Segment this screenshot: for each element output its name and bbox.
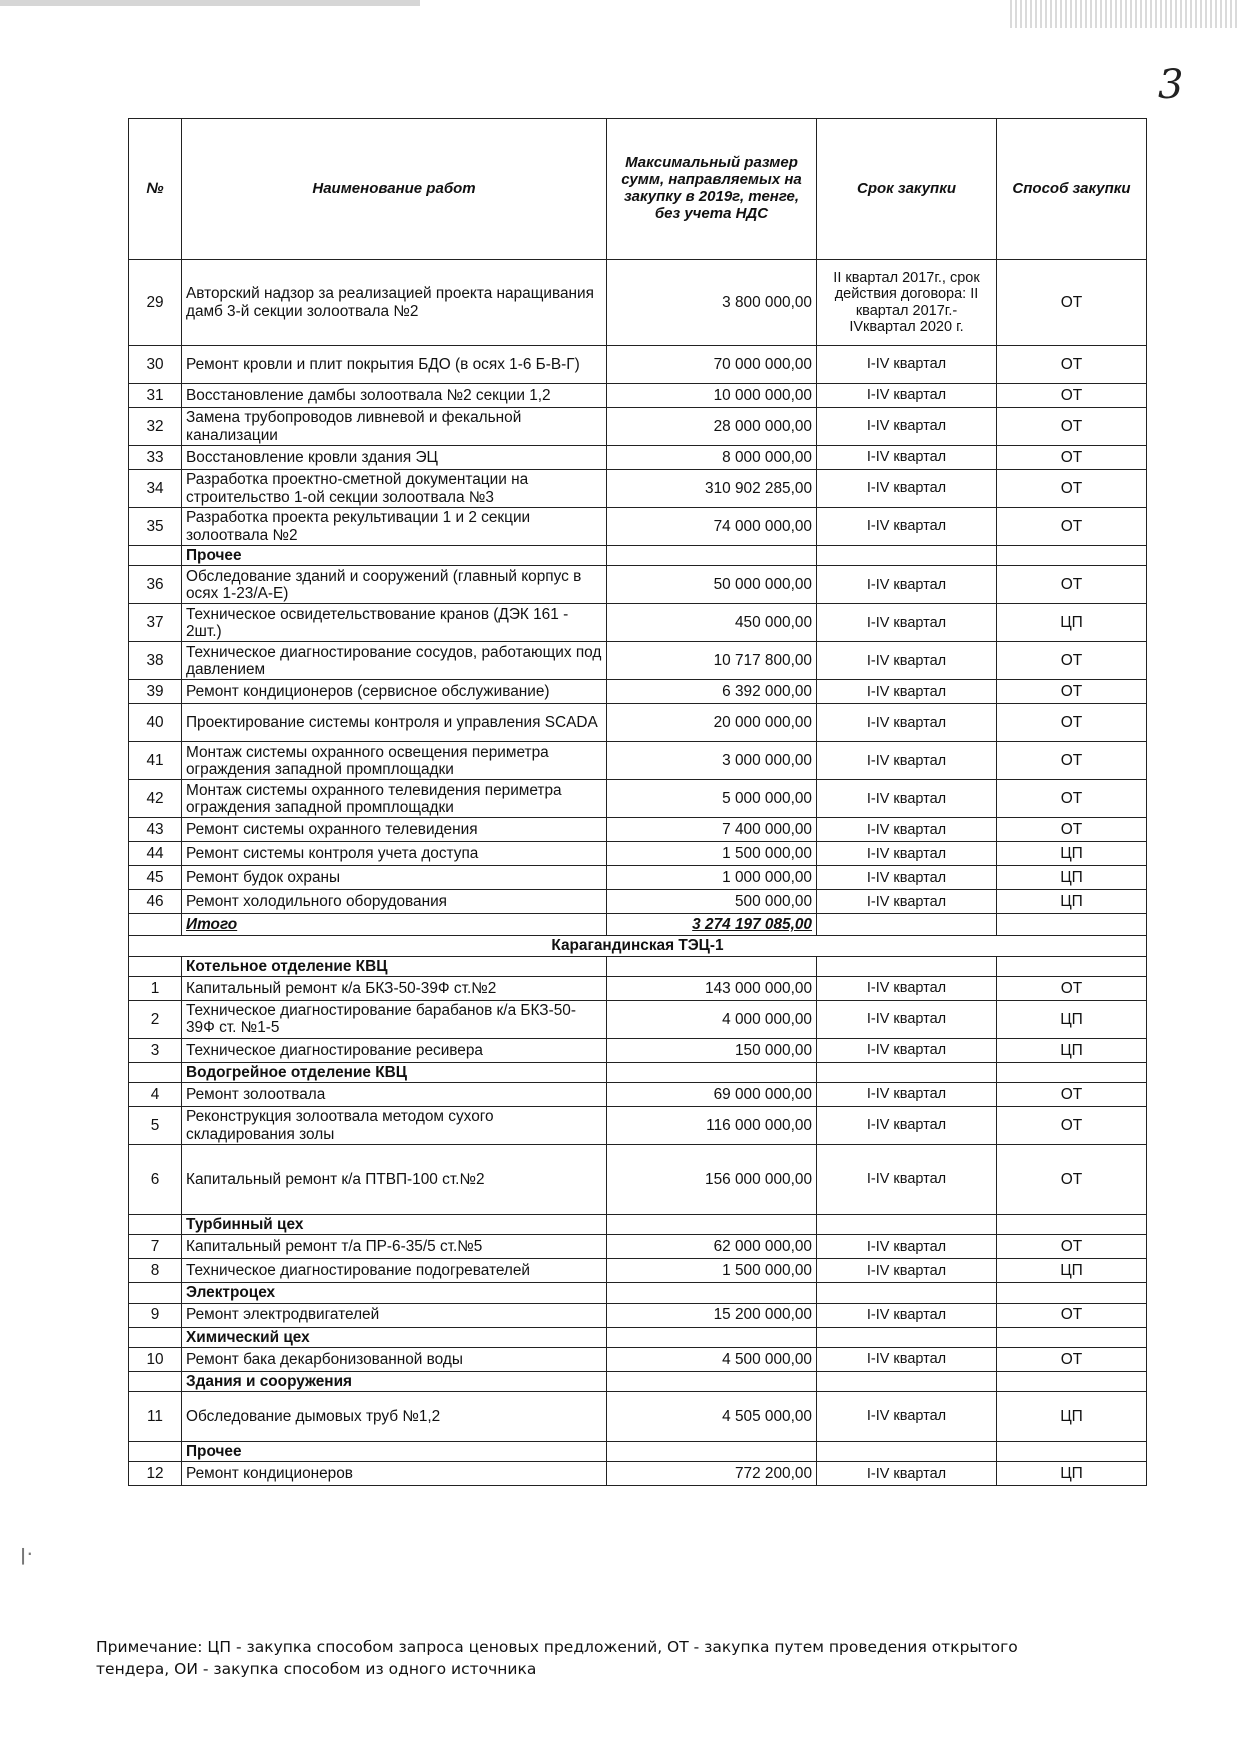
procurement-method: ОТ	[997, 742, 1147, 780]
work-name: Техническое диагностирование подогревателей	[182, 1259, 607, 1283]
table-row	[129, 446, 1147, 470]
procurement-method: ЦП	[997, 866, 1147, 890]
amount: 28 000 000,00	[607, 408, 817, 446]
amount-empty	[607, 1062, 817, 1082]
group-row	[129, 936, 1147, 956]
method-empty	[997, 546, 1147, 566]
table-body	[129, 260, 1147, 1486]
group-title: Карагандинская ТЭЦ-1	[129, 936, 1147, 956]
procurement-term: I-IV квартал	[817, 742, 997, 780]
row-number: 43	[129, 818, 182, 842]
method-empty	[997, 956, 1147, 976]
work-name: Техническое освидетельствование кранов (ДЭК 161 - 2шт.)	[182, 604, 607, 642]
work-name: Ремонт системы контроля учета доступа	[182, 842, 607, 866]
amount: 69 000 000,00	[607, 1083, 817, 1107]
row-number: 34	[129, 470, 182, 508]
procurement-method: ОТ	[997, 704, 1147, 742]
row-number-empty	[129, 1062, 182, 1082]
section-title: Прочее	[182, 546, 607, 566]
row-number: 32	[129, 408, 182, 446]
row-number-empty	[129, 1442, 182, 1462]
procurement-method: ОТ	[997, 976, 1147, 1000]
procurement-term: I-IV квартал	[817, 842, 997, 866]
amount: 450 000,00	[607, 604, 817, 642]
total-label	[182, 914, 607, 936]
table-row	[129, 742, 1147, 780]
work-name: Монтаж системы охранного телевидения периметра ограждения западной промплощадки	[182, 780, 607, 818]
work-name: Ремонт кондиционеров (сервисное обслуживание)	[182, 680, 607, 704]
amount-empty	[607, 546, 817, 566]
procurement-method: ОТ	[997, 1107, 1147, 1145]
section-title: Здания и сооружения	[182, 1371, 607, 1391]
table-row	[129, 1259, 1147, 1283]
procurement-term: I-IV квартал	[817, 1392, 997, 1442]
work-name: Ремонт кондиционеров	[182, 1462, 607, 1486]
procurement-term: I-IV квартал	[817, 866, 997, 890]
amount: 150 000,00	[607, 1038, 817, 1062]
procurement-term: I-IV квартал	[817, 1303, 997, 1327]
procurement-term: I-IV квартал	[817, 1235, 997, 1259]
procurement-method: ОТ	[997, 1083, 1147, 1107]
amount: 772 200,00	[607, 1462, 817, 1486]
amount: 10 717 800,00	[607, 642, 817, 680]
section-row	[129, 1283, 1147, 1303]
row-number: 4	[129, 1083, 182, 1107]
section-row	[129, 1215, 1147, 1235]
procurement-method: ЦП	[997, 890, 1147, 914]
amount: 1 500 000,00	[607, 842, 817, 866]
procurement-method: ОТ	[997, 508, 1147, 546]
procurement-method: ОТ	[997, 470, 1147, 508]
row-number: 39	[129, 680, 182, 704]
row-number: 33	[129, 446, 182, 470]
amount: 4 505 000,00	[607, 1392, 817, 1442]
amount: 15 200 000,00	[607, 1303, 817, 1327]
table-row	[129, 866, 1147, 890]
total-label-text: Итого	[186, 916, 238, 934]
procurement-term: I-IV квартал	[817, 1462, 997, 1486]
procurement-method: ОТ	[997, 780, 1147, 818]
amount: 3 000 000,00	[607, 742, 817, 780]
page-number: 3	[1158, 62, 1184, 108]
amount: 143 000 000,00	[607, 976, 817, 1000]
section-row	[129, 956, 1147, 976]
work-name: Ремонт золоотвала	[182, 1083, 607, 1107]
procurement-term: I-IV квартал	[817, 508, 997, 546]
amount: 116 000 000,00	[607, 1107, 817, 1145]
method-empty	[997, 1283, 1147, 1303]
section-title: Котельное отделение КВЦ	[182, 956, 607, 976]
procurement-term: I-IV квартал	[817, 680, 997, 704]
table-row	[129, 1235, 1147, 1259]
header-num: №	[129, 119, 182, 260]
procurement-term: I-IV квартал	[817, 470, 997, 508]
amount: 62 000 000,00	[607, 1235, 817, 1259]
method-empty	[997, 1442, 1147, 1462]
amount: 5 000 000,00	[607, 780, 817, 818]
amount-empty	[607, 1283, 817, 1303]
amount: 156 000 000,00	[607, 1145, 817, 1215]
procurement-term: I-IV квартал	[817, 1000, 997, 1038]
header-name: Наименование работ	[182, 119, 607, 260]
procurement-method: ОТ	[997, 642, 1147, 680]
section-row	[129, 1371, 1147, 1391]
work-name: Капитальный ремонт к/а ПТВП-100 ст.№2	[182, 1145, 607, 1215]
procurement-term: I-IV квартал	[817, 566, 997, 604]
row-number-empty	[129, 956, 182, 976]
scan-artifact	[0, 0, 420, 6]
procurement-term: I-IV квартал	[817, 346, 997, 384]
work-name: Ремонт электродвигателей	[182, 1303, 607, 1327]
work-name: Капитальный ремонт т/а ПР-6-35/5 ст.№5	[182, 1235, 607, 1259]
table-row	[129, 1038, 1147, 1062]
row-number: 44	[129, 842, 182, 866]
work-name: Ремонт холодильного оборудования	[182, 890, 607, 914]
row-number: 9	[129, 1303, 182, 1327]
procurement-term: I-IV квартал	[817, 1038, 997, 1062]
procurement-term: I-IV квартал	[817, 1259, 997, 1283]
work-name: Ремонт кровли и плит покрытия БДО (в осях 1-6 Б-В-Г)	[182, 346, 607, 384]
row-number: 29	[129, 260, 182, 346]
row-number: 12	[129, 1462, 182, 1486]
procurement-term: I-IV квартал	[817, 384, 997, 408]
amount: 4 500 000,00	[607, 1347, 817, 1371]
table-row	[129, 1462, 1147, 1486]
work-name: Монтаж системы охранного освещения периметра ограждения западной промплощадки	[182, 742, 607, 780]
section-row	[129, 1062, 1147, 1082]
section-title: Водогрейное отделение КВЦ	[182, 1062, 607, 1082]
procurement-method: ЦП	[997, 1392, 1147, 1442]
table-row	[129, 890, 1147, 914]
row-number: 35	[129, 508, 182, 546]
table-row	[129, 642, 1147, 680]
procurement-term: I-IV квартал	[817, 1145, 997, 1215]
method-empty	[997, 1215, 1147, 1235]
table-header-row	[129, 119, 1147, 260]
table-row	[129, 1145, 1147, 1215]
procurement-term: I-IV квартал	[817, 780, 997, 818]
procurement-method: ОТ	[997, 1235, 1147, 1259]
row-number: 40	[129, 704, 182, 742]
scan-artifact	[1010, 0, 1240, 28]
work-name: Замена трубопроводов ливневой и фекальной канализации	[182, 408, 607, 446]
work-name: Капитальный ремонт к/а БКЗ-50-39Ф ст.№2	[182, 976, 607, 1000]
term-empty	[817, 914, 997, 936]
procurement-method: ОТ	[997, 818, 1147, 842]
amount-empty	[607, 1327, 817, 1347]
table-row	[129, 818, 1147, 842]
header-amount: Максимальный размер сумм, направляемых на закупку в 2019г, тенге, без учета НДС	[607, 119, 817, 260]
procurement-method: ОТ	[997, 408, 1147, 446]
procurement-term: I-IV квартал	[817, 704, 997, 742]
amount: 500 000,00	[607, 890, 817, 914]
row-number: 6	[129, 1145, 182, 1215]
section-title: Турбинный цех	[182, 1215, 607, 1235]
table-row	[129, 260, 1147, 346]
row-number: 7	[129, 1235, 182, 1259]
procurement-term: I-IV квартал	[817, 890, 997, 914]
table-row	[129, 1347, 1147, 1371]
table-row	[129, 508, 1147, 546]
section-row	[129, 546, 1147, 566]
footnote: Примечание: ЦП - закупка способом запроса ценовых предложений, ОТ - закупка путем проведения открытого тендера, ОИ - закупка способом из одного источника	[96, 1638, 1018, 1679]
term-empty	[817, 1062, 997, 1082]
table-row	[129, 604, 1147, 642]
term-empty	[817, 956, 997, 976]
table-row	[129, 1303, 1147, 1327]
work-name: Ремонт бака декарбонизованной воды	[182, 1347, 607, 1371]
procurement-term: I-IV квартал	[817, 604, 997, 642]
procurement-method: ОТ	[997, 446, 1147, 470]
amount: 1 500 000,00	[607, 1259, 817, 1283]
row-number: 2	[129, 1000, 182, 1038]
work-name: Разработка проекта рекультивации 1 и 2 секции золоотвала №2	[182, 508, 607, 546]
total-amount-text: 3 274 197 085,00	[692, 916, 812, 934]
work-name: Техническое диагностирование барабанов к/а БКЗ-50-39Ф ст. №1-5	[182, 1000, 607, 1038]
procurement-term: I-IV квартал	[817, 642, 997, 680]
term-empty	[817, 1215, 997, 1235]
procurement-method: ОТ	[997, 680, 1147, 704]
amount: 1 000 000,00	[607, 866, 817, 890]
work-name: Реконструкция золоотвала методом сухого складирования золы	[182, 1107, 607, 1145]
row-number-empty	[129, 1327, 182, 1347]
procurement-method: ОТ	[997, 260, 1147, 346]
table-row	[129, 346, 1147, 384]
row-number: 42	[129, 780, 182, 818]
procurement-term: I-IV квартал	[817, 446, 997, 470]
amount: 20 000 000,00	[607, 704, 817, 742]
work-name: Восстановление дамбы золоотвала №2 секции 1,2	[182, 384, 607, 408]
total-row	[129, 914, 1147, 936]
row-number: 45	[129, 866, 182, 890]
procurement-method: ОТ	[997, 1145, 1147, 1215]
procurement-method: ЦП	[997, 842, 1147, 866]
row-number-empty	[129, 546, 182, 566]
amount: 8 000 000,00	[607, 446, 817, 470]
total-amount	[607, 914, 817, 936]
amount-empty	[607, 956, 817, 976]
row-number: 31	[129, 384, 182, 408]
work-name: Обследование дымовых труб №1,2	[182, 1392, 607, 1442]
row-number: 1	[129, 976, 182, 1000]
work-name: Ремонт системы охранного телевидения	[182, 818, 607, 842]
procurement-method: ОТ	[997, 384, 1147, 408]
section-title: Химический цех	[182, 1327, 607, 1347]
row-number-empty	[129, 1371, 182, 1391]
work-name: Техническое диагностирование ресивера	[182, 1038, 607, 1062]
work-name: Ремонт будок охраны	[182, 866, 607, 890]
row-number: 36	[129, 566, 182, 604]
table-row	[129, 1107, 1147, 1145]
procurement-method: ЦП	[997, 1259, 1147, 1283]
row-number: 38	[129, 642, 182, 680]
work-name: Обследование зданий и сооружений (главный корпус в осях 1-23/А-Е)	[182, 566, 607, 604]
procurement-term: I-IV квартал	[817, 976, 997, 1000]
work-name: Авторский надзор за реализацией проекта наращивания дамб 3-й секции золоотвала №2	[182, 260, 607, 346]
row-number: 8	[129, 1259, 182, 1283]
table-row	[129, 384, 1147, 408]
work-name: Разработка проектно-сметной документации на строительство 1-ой секции золоотвала №3	[182, 470, 607, 508]
table-row	[129, 470, 1147, 508]
amount: 7 400 000,00	[607, 818, 817, 842]
table-row	[129, 408, 1147, 446]
amount: 4 000 000,00	[607, 1000, 817, 1038]
term-empty	[817, 1327, 997, 1347]
amount: 74 000 000,00	[607, 508, 817, 546]
section-row	[129, 1442, 1147, 1462]
section-title: Электроцех	[182, 1283, 607, 1303]
table-row	[129, 1000, 1147, 1038]
amount: 70 000 000,00	[607, 346, 817, 384]
amount-empty	[607, 1371, 817, 1391]
table-row	[129, 566, 1147, 604]
procurement-term: I-IV квартал	[817, 818, 997, 842]
row-number-empty	[129, 1283, 182, 1303]
procurement-method: ЦП	[997, 604, 1147, 642]
row-number-empty	[129, 914, 182, 936]
row-number: 10	[129, 1347, 182, 1371]
table-row	[129, 976, 1147, 1000]
amount: 3 800 000,00	[607, 260, 817, 346]
method-empty	[997, 1371, 1147, 1391]
row-number: 37	[129, 604, 182, 642]
amount: 50 000 000,00	[607, 566, 817, 604]
table-row	[129, 704, 1147, 742]
amount: 10 000 000,00	[607, 384, 817, 408]
table-row	[129, 780, 1147, 818]
procurement-term: I-IV квартал	[817, 1083, 997, 1107]
table-row	[129, 680, 1147, 704]
procurement-method: ОТ	[997, 1347, 1147, 1371]
procurement-method: ЦП	[997, 1462, 1147, 1486]
procurement-term: II квартал 2017г., срок действия договора: II квартал 2017г.- IVквартал 2020 г.	[817, 260, 997, 346]
section-row	[129, 1327, 1147, 1347]
table-row	[129, 1392, 1147, 1442]
row-number: 30	[129, 346, 182, 384]
work-name: Проектирование системы контроля и управления SCADA	[182, 704, 607, 742]
row-number: 41	[129, 742, 182, 780]
amount-empty	[607, 1442, 817, 1462]
procurement-method: ОТ	[997, 1303, 1147, 1327]
term-empty	[817, 1371, 997, 1391]
section-title: Прочее	[182, 1442, 607, 1462]
procurement-method: ОТ	[997, 346, 1147, 384]
amount: 6 392 000,00	[607, 680, 817, 704]
method-empty	[997, 1327, 1147, 1347]
amount: 310 902 285,00	[607, 470, 817, 508]
header-term: Срок закупки	[817, 119, 997, 260]
procurement-method: ЦП	[997, 1000, 1147, 1038]
procurement-term: I-IV квартал	[817, 1107, 997, 1145]
method-empty	[997, 914, 1147, 936]
row-number: 46	[129, 890, 182, 914]
procurement-method: ОТ	[997, 566, 1147, 604]
margin-mark: ꞁ·	[20, 1540, 34, 1565]
method-empty	[997, 1062, 1147, 1082]
row-number: 5	[129, 1107, 182, 1145]
work-name: Техническое диагностирование сосудов, работающих под давлением	[182, 642, 607, 680]
term-empty	[817, 1442, 997, 1462]
procurement-table	[128, 118, 1147, 1486]
row-number-empty	[129, 1215, 182, 1235]
work-name: Восстановление кровли здания ЭЦ	[182, 446, 607, 470]
term-empty	[817, 546, 997, 566]
row-number: 3	[129, 1038, 182, 1062]
procurement-term: I-IV квартал	[817, 1347, 997, 1371]
amount-empty	[607, 1215, 817, 1235]
procurement-term: I-IV квартал	[817, 408, 997, 446]
header-method: Способ закупки	[997, 119, 1147, 260]
term-empty	[817, 1283, 997, 1303]
table-row	[129, 842, 1147, 866]
row-number: 11	[129, 1392, 182, 1442]
table-row	[129, 1083, 1147, 1107]
procurement-method: ЦП	[997, 1038, 1147, 1062]
